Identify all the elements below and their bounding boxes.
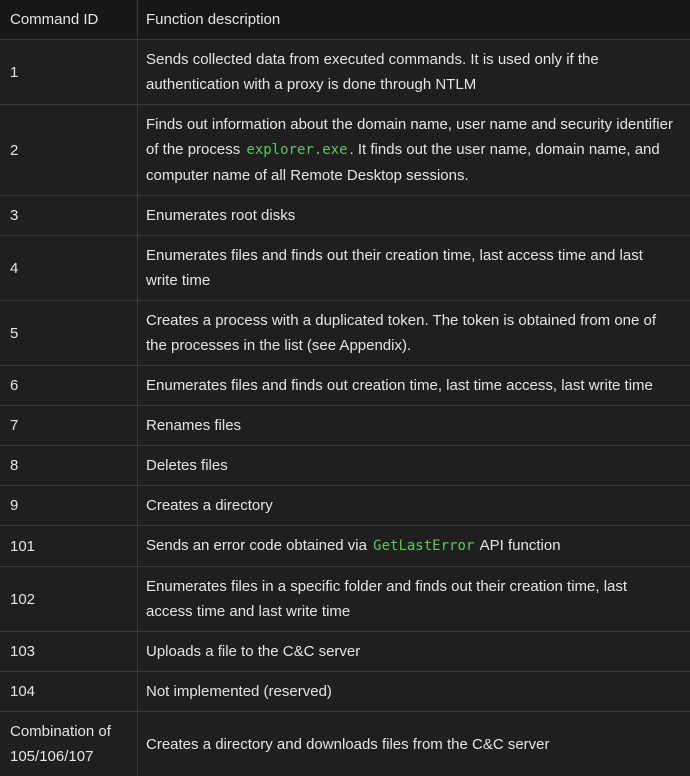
- command-id-value: Combination of 105/106/107: [10, 723, 111, 765]
- command-id-cell: [0, 406, 138, 445]
- command-id-value: 5: [10, 324, 19, 342]
- header-function-description: [138, 0, 690, 39]
- description-text: . It finds out the user name, domain name, and computer name of all Remote Desktop sessions.: [146, 141, 660, 184]
- command-id-value: 2: [10, 141, 19, 159]
- description-cell: [138, 632, 690, 671]
- description-cell: [138, 712, 690, 776]
- inline-code: GetLastError: [373, 538, 475, 554]
- table-row: [0, 195, 690, 235]
- description-value: [146, 413, 241, 438]
- description-text: Creates a process with a duplicated token. The token is obtained from one of the processes in the list (see Appendix).: [146, 312, 657, 354]
- description-text: Creates a directory and downloads files from the C&C server: [146, 735, 550, 753]
- command-id-value: 102: [10, 590, 36, 608]
- header-command-id: [0, 0, 138, 39]
- description-value: [146, 533, 561, 559]
- description-value: [146, 373, 653, 398]
- table-row: [0, 39, 690, 104]
- description-text: Renames files: [146, 417, 242, 434]
- command-id-value: 103: [10, 643, 36, 660]
- table-row: [0, 405, 690, 445]
- table-row: [0, 485, 690, 525]
- table-row: [0, 235, 690, 300]
- command-id-value: 6: [10, 377, 19, 394]
- description-value: [146, 243, 676, 293]
- command-id-value: 4: [10, 259, 19, 277]
- table-row: [0, 445, 690, 485]
- description-text: Finds out information about the domain name, user name and security identifier of the process: [146, 116, 673, 158]
- description-value: [146, 203, 295, 228]
- description-text: Enumerates files and finds out their creation time, last access time and last write time: [146, 247, 643, 289]
- command-id-value: 9: [10, 497, 19, 514]
- description-value: [146, 112, 676, 188]
- table-row: [0, 104, 690, 195]
- header-command-id-label: Command ID: [10, 11, 99, 28]
- command-id-cell: [0, 236, 138, 300]
- description-cell: [138, 301, 690, 365]
- description-text: Not implemented (reserved): [146, 683, 332, 700]
- table-row: [0, 365, 690, 405]
- description-value: [146, 453, 228, 478]
- table-row: [0, 711, 690, 776]
- description-value: [146, 679, 332, 704]
- command-id-cell: [0, 196, 138, 235]
- description-value: [146, 732, 550, 757]
- description-cell: [138, 366, 690, 405]
- command-id-cell: [0, 632, 138, 671]
- command-id-cell: [0, 301, 138, 365]
- command-id-cell: [0, 486, 138, 525]
- header-function-description-label: Function description: [146, 11, 281, 28]
- description-text: Enumerates files and finds out creation time, last time access, last write time: [146, 377, 653, 394]
- command-id-cell: [0, 712, 138, 776]
- command-id-value: 3: [10, 207, 19, 224]
- description-text: Enumerates files in a specific folder and finds out their creation time, last access time and last write time: [146, 578, 628, 620]
- table-row: [0, 566, 690, 631]
- table-row: [0, 525, 690, 566]
- description-cell: [138, 567, 690, 631]
- description-value: [146, 47, 676, 97]
- table-row: [0, 631, 690, 671]
- description-cell: [138, 196, 690, 235]
- description-text: Deletes files: [146, 457, 228, 474]
- command-id-value: 101: [10, 537, 36, 555]
- description-cell: [138, 526, 690, 566]
- description-value: [146, 308, 676, 358]
- command-id-cell: [0, 567, 138, 631]
- description-text: Sends collected data from executed commands. It is used only if the authentication with a proxy is done through NTLM: [146, 51, 599, 93]
- command-id-value: 7: [10, 417, 19, 434]
- description-value: [146, 574, 676, 624]
- command-id-value: 104: [10, 683, 36, 700]
- description-cell: [138, 40, 690, 104]
- table-header-row: [0, 0, 690, 39]
- command-id-cell: [0, 446, 138, 485]
- table-row: [0, 671, 690, 711]
- command-id-value: 8: [10, 457, 19, 474]
- description-cell: [138, 672, 690, 711]
- command-id-cell: [0, 366, 138, 405]
- command-id-cell: [0, 672, 138, 711]
- command-id-cell: [0, 526, 138, 566]
- description-text: API function: [476, 537, 561, 554]
- description-text: Creates a directory: [146, 497, 273, 514]
- description-text: Enumerates root disks: [146, 207, 296, 224]
- description-value: [146, 493, 273, 518]
- description-text: Sends an error code obtained via: [146, 537, 372, 554]
- table-row: [0, 300, 690, 365]
- description-cell: [138, 486, 690, 525]
- command-id-cell: [0, 40, 138, 104]
- description-cell: [138, 105, 690, 195]
- description-text: Uploads a file to the C&C server: [146, 643, 361, 660]
- description-value: [146, 639, 360, 664]
- description-cell: [138, 236, 690, 300]
- description-cell: [138, 446, 690, 485]
- command-id-value: 1: [10, 63, 19, 81]
- description-cell: [138, 406, 690, 445]
- command-id-cell: [0, 105, 138, 195]
- inline-code: explorer.exe: [246, 142, 348, 158]
